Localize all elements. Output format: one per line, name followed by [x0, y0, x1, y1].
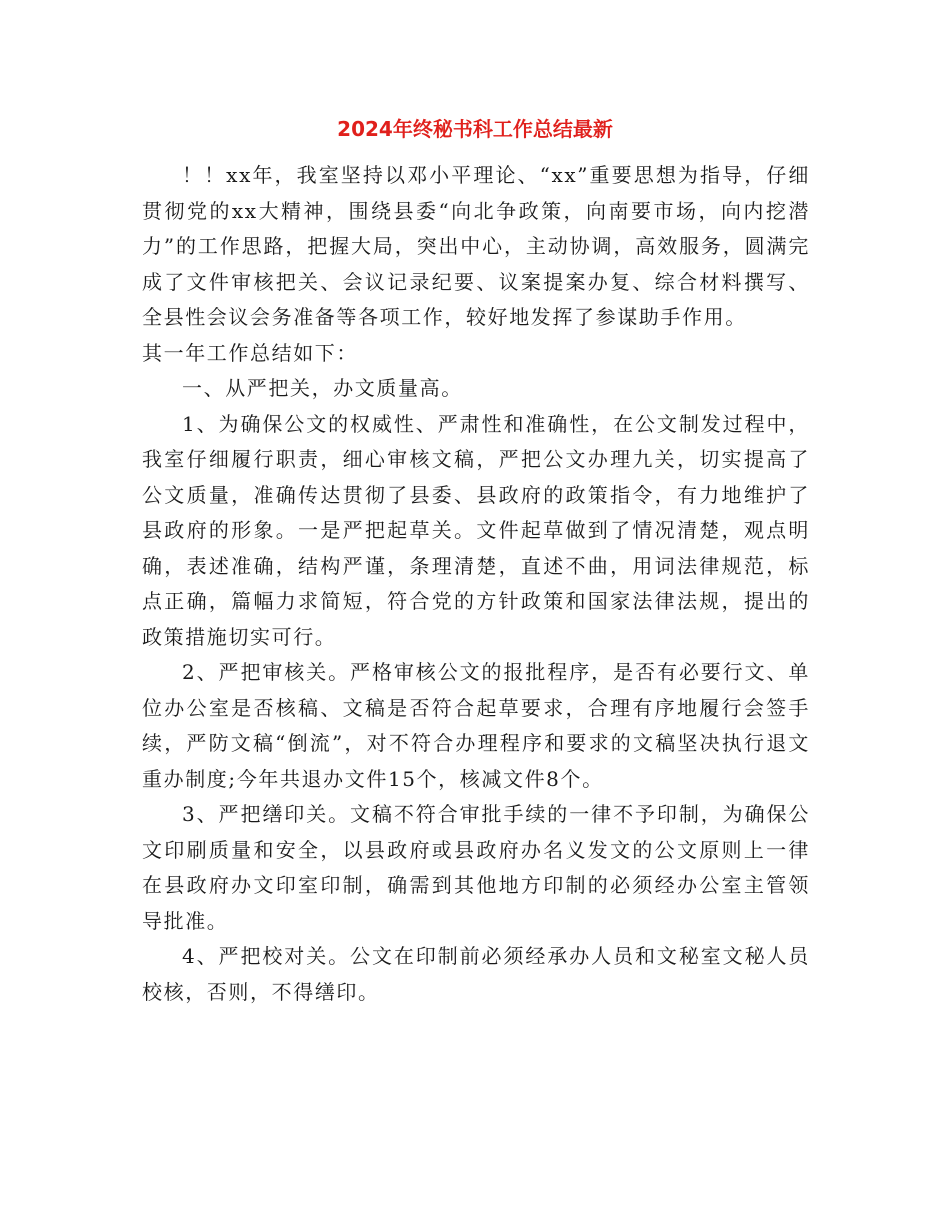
- paragraph-summary-lead: 其一年工作总结如下：: [142, 340, 358, 365]
- page-title: 2024年终秘书科工作总结最新: [337, 117, 613, 141]
- paragraph-item-2: 2、严把审核关。严格审核公文的报批程序，是否有必要行文、单位办公室是否核稿、文稿是否符合起草要求，合理有序地履行会签手续，严防文稿“倒流”，对不符合办理程序和要求的文稿坚决执行退文重办制度;今年共退办文件15个，核减文件8个。: [142, 660, 810, 791]
- section-heading-1: 一、从严把关，办文质量高。: [182, 376, 463, 400]
- paragraph-item-1: 1、为确保公文的权威性、严肃性和准确性，在公文制发过程中，我室仔细履行职责，细心审核文稿，严把公文办理九关，切实提高了公文质量，准确传达贯彻了县委、县政府的政策指令，有力地维护了县政府的形象。一是严把起草关。文件起草做到了情况清楚，观点明确，表述准确，结构严谨，条理清楚，直述不曲，用词法律规范，标点正确，篇幅力求简短，符合党的方针政策和国家法律法规，提出的政策措施切实可行。: [142, 411, 810, 649]
- paragraph-intro: ！！xx年，我室坚持以邓小平理论、“xx”重要思想为指导，仔细贯彻党的xx大精神，围绕县委“向北争政策，向南要市场，向内挖潜力”的工作思路，把握大局，突出中心，主动协调，高效服务，圆满完成了文件审核把关、会议记录纪要、议案提案办复、综合材料撰写、全县性会议会务准备等各项工作，较好地发挥了参谋助手作用。: [142, 163, 810, 329]
- paragraph-item-3: 3、严把缮印关。文稿不符合审批手续的一律不予印制，为确保公文印刷质量和安全，以县政府或县政府办名义发文的公文原则上一律在县政府办文印室印制，确需到其他地方印制的必须经办公室主管领导批准。: [142, 802, 810, 933]
- paragraph-item-4: 4、严把校对关。公文在印制前必须经承办人员和文秘室文秘人员校核，否则，不得缮印。: [142, 944, 810, 1004]
- document-body: [142, 158, 810, 1010]
